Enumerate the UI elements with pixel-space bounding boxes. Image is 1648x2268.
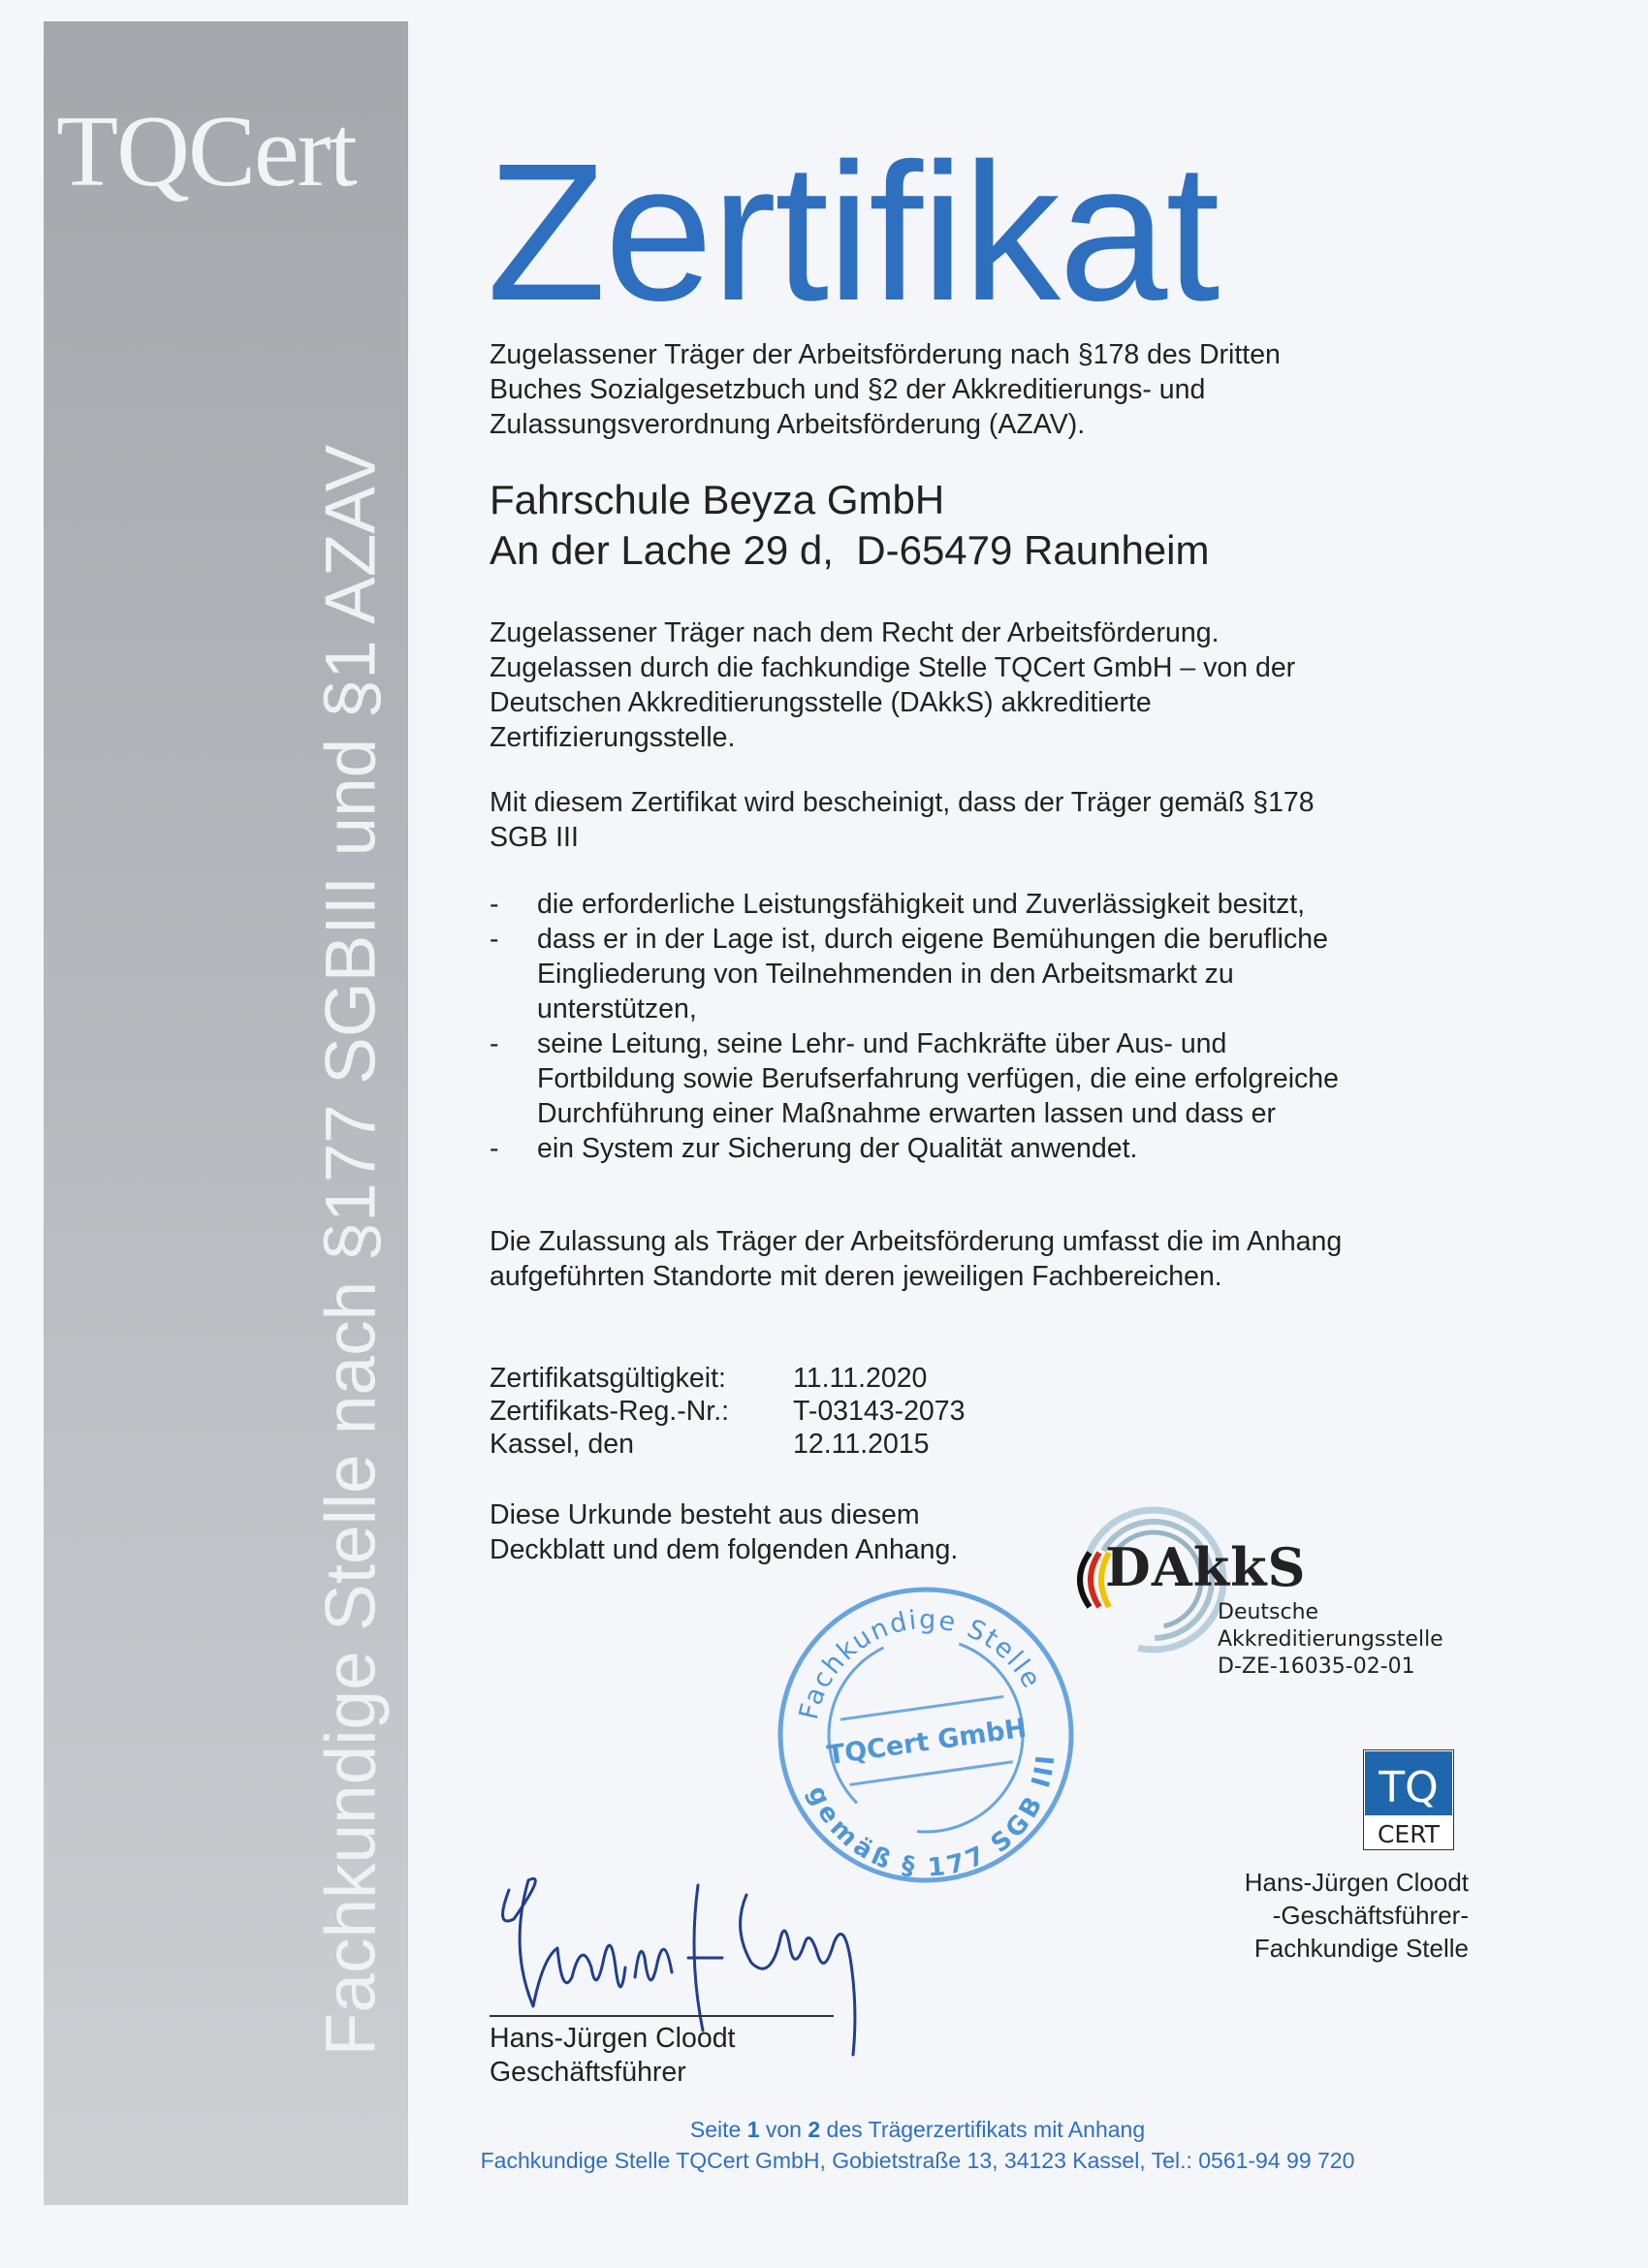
tq-logo-top: TQ [1379,1763,1439,1812]
dakks-line: Akkreditierungsstelle [1218,1627,1443,1652]
company-block [490,475,1210,576]
intro-line: Zulassungsverordnung Arbeitsförderung (AZAV). [490,409,1086,440]
company-name: Fahrschule Beyza GmbH [490,477,945,522]
list-item-line: die erforderliche Leistungsfähigkeit und Zuverlässigkeit besitzt, [537,889,1306,920]
approval-line: Deutschen Akkreditierungsstelle (DAkkS) akkreditierte [490,687,1152,718]
tq-logo-bottom: CERT [1377,1820,1441,1848]
footer-page-pre: Seite [689,2117,747,2142]
certify-text [490,785,1315,855]
approval-line: Zugelassener Träger nach dem Recht der Arbeitsförderung. [490,617,1220,648]
list-item-line: Eingliederung von Teilnehmenden in den Arbeitsmarkt zu [537,959,1234,990]
signer-left-role: Geschäftsführer [490,2057,686,2088]
bullet-dash: - [490,1028,499,1059]
page-title: Zertifikat [487,122,1219,341]
dakks-text [1218,1599,1443,1681]
signer-right-name: Hans-Jürgen Cloodt [1244,1868,1469,1897]
stamp-top-text [781,1589,1049,1726]
signer-right-block [1163,1866,1469,1965]
footer-page-info [388,2115,1447,2145]
scope-line: aufgeführten Standorte mit deren jeweiligen Fachbereichen. [490,1261,1222,1292]
bullet-dash: - [490,1133,499,1164]
intro-text [490,337,1281,442]
info-row-validity [490,1362,965,1395]
tqcert-brand: TQCert [56,94,356,207]
sidebar-vertical-text: Fachkundige Stelle nach §177 SGBIII und §1 AZAV [311,444,391,2057]
approval-text [490,615,1295,755]
signer-right-unit: Fachkundige Stelle [1253,1934,1469,1963]
note-line: Deckblatt und dem folgenden Anhang. [490,1534,959,1565]
certify-line: Mit diesem Zertifikat wird bescheinigt, dass der Träger gemäß §178 [490,787,1315,818]
reg-value: T-03143-2073 [793,1396,966,1427]
reg-label: Zertifikats-Reg.-Nr.: [490,1396,730,1427]
approval-line: Zertifizierungsstelle. [490,722,736,753]
footer-page-num: 1 [746,2117,760,2142]
footer-page-post: des Trägerzertifikats mit Anhang [820,2117,1146,2142]
signature-line [490,2015,834,2017]
list-item-line: dass er in der Lage ist, durch eigene Bemühungen die berufliche [537,924,1328,955]
footer-address: Fachkundige Stelle TQCert GmbH, Gobietstraße 13, 34123 Kassel, Tel.: 0561-94 99 720 [480,2148,1355,2173]
company-address: An der Lache 29 d, D-65479 Raunheim [490,527,1210,573]
list-item-line: Durchführung einer Maßnahme erwarten lassen und dass er [537,1098,1276,1129]
bullet-dash: - [490,889,499,920]
note-line: Diese Urkunde besteht aus diesem [490,1499,920,1530]
info-row-place [490,1428,965,1461]
approval-line: Zugelassen durch die fachkundige Stelle TQCert GmbH – von der [490,652,1296,683]
list-item-line: ein System zur Sicherung der Qualität anwendet. [537,1133,1138,1164]
stamp-bottom-arc: gemäß § 177 SGB III [802,1753,1062,1883]
intro-line: Zugelassener Träger der Arbeitsförderung nach §178 des Dritten [490,339,1281,370]
scope-line: Die Zulassung als Träger der Arbeitsförderung umfasst die im Anhang [490,1226,1343,1257]
tqcert-stamp [771,1580,1081,1890]
tq-cert-logo-icon [1363,1749,1454,1850]
signer-left-name: Hans-Jürgen Cloodt [490,2023,736,2054]
intro-line: Buches Sozialgesetzbuch und §2 der Akkreditierungs- und [490,374,1206,405]
stamp-top-arc: Fachkundige Stelle [793,1604,1048,1723]
list-item-line: Fortbildung sowie Berufserfahrung verfügen, die eine erfolgreiche [537,1063,1339,1094]
dakks-line: D-ZE-16035-02-01 [1218,1654,1415,1679]
signer-right-role: -Geschäftsführer- [1272,1901,1469,1930]
place-label: Kassel, den [490,1429,634,1460]
stamp-center-text: TQCert GmbH [825,1713,1029,1772]
signer-left-block [490,2022,735,2090]
list-item-line: seine Leitung, seine Lehr- und Fachkräfte über Aus- und [537,1028,1227,1059]
footer-page-mid: von [759,2117,808,2142]
list-item [490,922,1506,1026]
bullet-dash: - [490,924,499,955]
validity-value: 11.11.2020 [793,1363,928,1394]
certify-line: SGB III [490,822,579,853]
document-note [490,1497,958,1567]
dakks-line: Deutsche [1218,1600,1319,1624]
certificate-info [490,1362,965,1461]
list-item [490,887,1506,922]
dakks-wordmark: DAkkS [1105,1536,1307,1598]
footer-page-total: 2 [808,2117,821,2142]
scope-text [490,1224,1342,1294]
list-item [490,1131,1506,1166]
list-item [490,1026,1506,1131]
validity-label: Zertifikatsgültigkeit: [490,1363,726,1394]
list-item-line: unterstützen, [537,993,697,1024]
info-row-reg [490,1395,965,1428]
requirements-list [490,887,1506,1166]
place-value: 12.11.2015 [793,1429,930,1460]
